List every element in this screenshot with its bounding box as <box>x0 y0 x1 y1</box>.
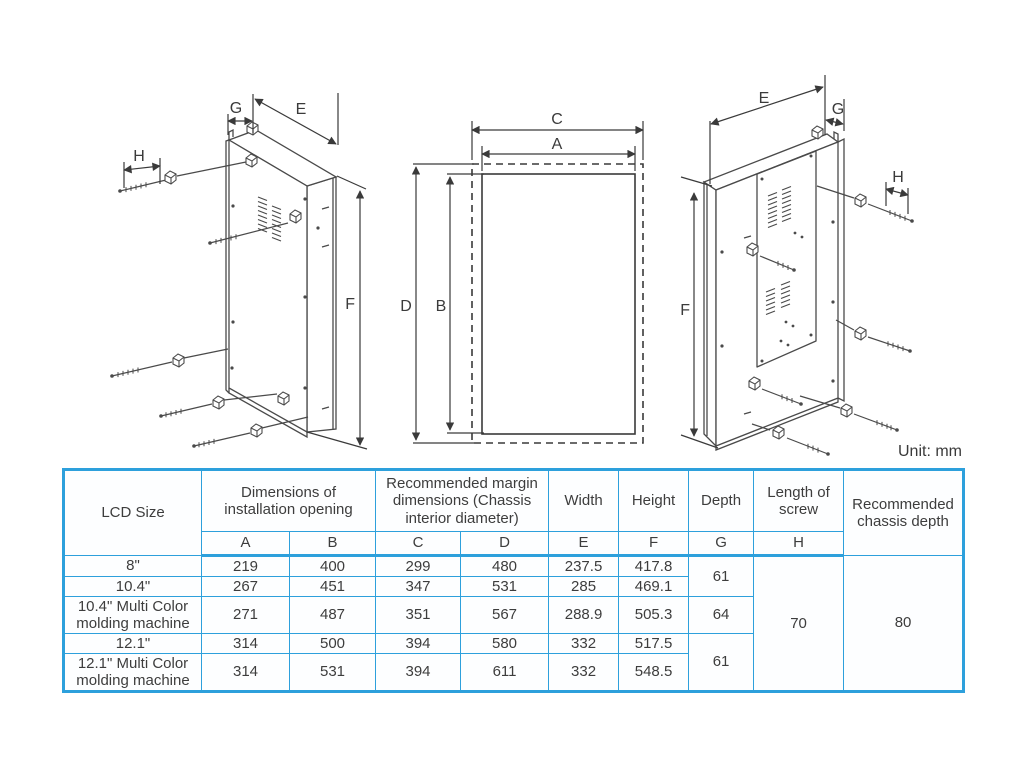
table-cell: 531 <box>290 654 376 692</box>
table-cell: 469.1 <box>619 577 689 597</box>
monitor-rear-right-view <box>660 55 975 465</box>
table-cell: 487 <box>290 597 376 634</box>
table-cell: 417.8 <box>619 556 689 577</box>
letter-header: G <box>689 532 754 556</box>
table-cell: 332 <box>549 654 619 692</box>
table-cell: 61 <box>689 556 754 597</box>
unit-label: Unit: mm <box>898 443 962 460</box>
enclosure-body <box>226 130 336 437</box>
table-cell: 480 <box>461 556 549 577</box>
row-label: 10.4" Multi Color molding machine <box>64 597 202 634</box>
table-cell: 451 <box>290 577 376 597</box>
dim-label-h-left: H <box>133 148 145 165</box>
dim-label-a: A <box>551 136 563 153</box>
dim-label-c: C <box>551 111 563 128</box>
table-cell: 580 <box>461 634 549 654</box>
table-cell: 548.5 <box>619 654 689 692</box>
letter-header: A <box>202 532 290 556</box>
column-header-margin: Recommended margin dimensions (Chassis interior diameter) <box>376 470 549 532</box>
dim-label-e-left: E <box>295 101 307 118</box>
column-header-lcd-size: LCD Size <box>64 470 202 556</box>
table-cell: 351 <box>376 597 461 634</box>
table-cell: 271 <box>202 597 290 634</box>
letter-header: B <box>290 532 376 556</box>
letter-header: H <box>754 532 844 556</box>
table-cell: 288.9 <box>549 597 619 634</box>
table-cell: 611 <box>461 654 549 692</box>
monitor-rear-left-view <box>90 55 390 460</box>
column-header-chassis: Recommended chassis depth <box>844 470 964 556</box>
chassis-margin-outline <box>472 164 643 443</box>
column-header-installation: Dimensions of installation opening <box>202 470 376 532</box>
letter-header: C <box>376 532 461 556</box>
column-header-depth: Depth <box>689 470 754 532</box>
letter-header: F <box>619 532 689 556</box>
table-cell: 314 <box>202 654 290 692</box>
column-header-screw: Length of screw <box>754 470 844 532</box>
dim-label-f-left: F <box>345 296 355 313</box>
dim-label-d: D <box>400 298 412 315</box>
table-cell: 61 <box>689 634 754 692</box>
table-cell: 517.5 <box>619 634 689 654</box>
dim-label-f-right: F <box>680 302 690 319</box>
dim-label-e-right: E <box>758 90 770 107</box>
row-label: 12.1" <box>64 634 202 654</box>
row-label: 12.1" Multi Color molding machine <box>64 654 202 692</box>
dim-label-g-right: G <box>831 101 845 118</box>
table-cell: 299 <box>376 556 461 577</box>
table-cell: 70 <box>754 556 844 692</box>
front-opening-diagram <box>395 105 660 455</box>
table-cell: 347 <box>376 577 461 597</box>
dim-label-h-right: H <box>892 169 904 186</box>
table-cell: 267 <box>202 577 290 597</box>
table-cell: 64 <box>689 597 754 634</box>
letter-header: D <box>461 532 549 556</box>
spec-table-container <box>62 468 965 693</box>
dimension-lines <box>413 121 643 443</box>
table-row <box>64 556 964 577</box>
table-cell: 219 <box>202 556 290 577</box>
table-cell: 285 <box>549 577 619 597</box>
letter-header: E <box>549 532 619 556</box>
table-cell: 314 <box>202 634 290 654</box>
dim-label-b: B <box>435 298 447 315</box>
table-cell: 505.3 <box>619 597 689 634</box>
table-cell: 394 <box>376 654 461 692</box>
table-cell: 400 <box>290 556 376 577</box>
table-cell: 531 <box>461 577 549 597</box>
dim-label-g-left: G <box>229 100 243 117</box>
table-cell: 332 <box>549 634 619 654</box>
table-cell: 567 <box>461 597 549 634</box>
column-header-width: Width <box>549 470 619 532</box>
table-cell: 80 <box>844 556 964 692</box>
row-label: 8" <box>64 556 202 577</box>
table-cell: 394 <box>376 634 461 654</box>
table-cell: 237.5 <box>549 556 619 577</box>
row-label: 10.4" <box>64 577 202 597</box>
table-cell: 500 <box>290 634 376 654</box>
column-header-height: Height <box>619 470 689 532</box>
lcd-spec-table <box>62 468 965 693</box>
